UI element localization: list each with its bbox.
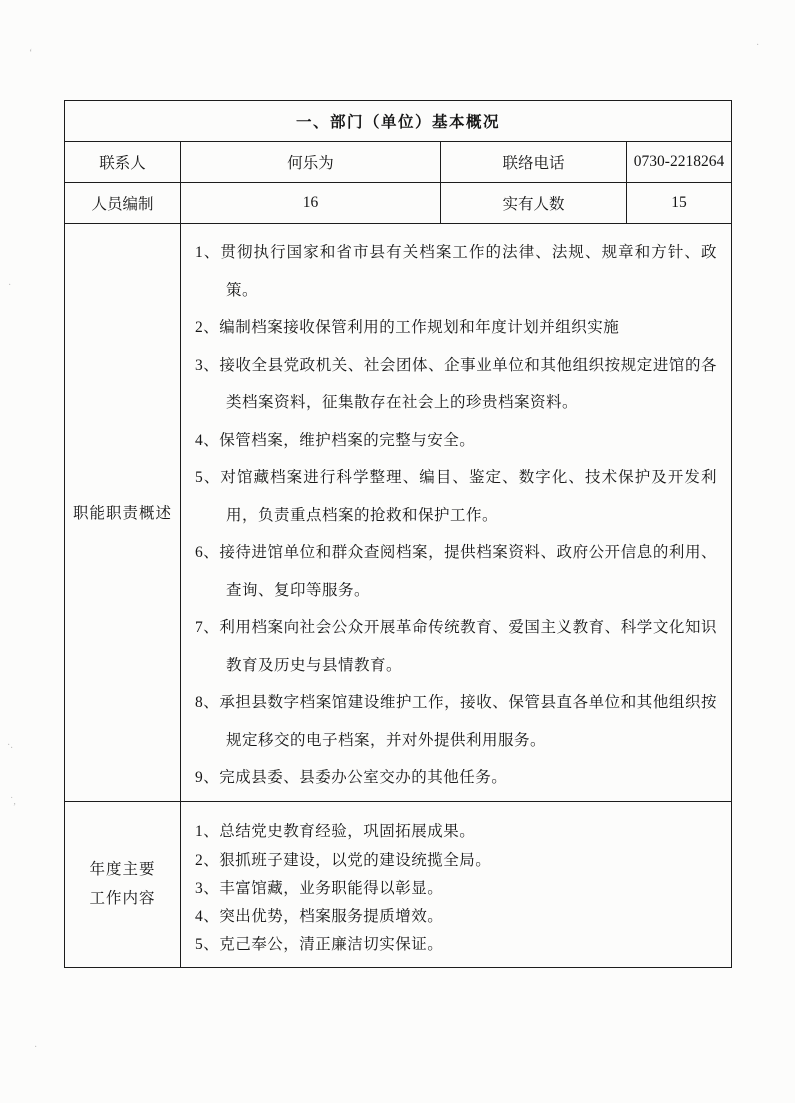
contact-value: 何乐为 <box>181 142 441 183</box>
duty-item: 4、保管档案，维护档案的完整与安全。 <box>195 431 476 449</box>
duty-item: 6、接待进馆单位和群众查阅档案，提供档案资料、政府公开信息的利用、查询、复印等服务。 <box>195 544 718 599</box>
phone-label: 联络电话 <box>441 142 627 183</box>
duties-row <box>65 224 732 802</box>
duty-item: 1、贯彻执行国家和省市县有关档案工作的法律、法规、规章和方针、政策。 <box>195 244 718 299</box>
contact-label: 联系人 <box>65 142 181 183</box>
annual-work-item: 3、丰富馆藏，业务职能得以彰显。 <box>195 879 444 897</box>
annual-work-item: 1、总结党史教育经验，巩固拓展成果。 <box>195 823 476 841</box>
basic-overview-table <box>64 100 732 968</box>
staffing-row <box>65 183 732 224</box>
annual-work-row <box>65 801 732 967</box>
duty-item: 3、接收全县党政机关、社会团体、企事业单位和其他组织按规定进馆的各类档案资料，征集散存在社会上的珍贵档案资料。 <box>195 356 718 411</box>
title-row <box>65 101 732 142</box>
duties-content <box>181 224 732 802</box>
duty-item: 8、承担县数字档案馆建设维护工作，接收、保管县直各单位和其他组织按规定移交的电子档案，并对外提供利用服务。 <box>195 694 718 749</box>
scan-artifact: · <box>34 1042 38 1053</box>
staffing-label: 人员编制 <box>65 183 181 224</box>
scan-artifact: · <box>756 40 760 51</box>
duty-item: 9、完成县委、县委办公室交办的其他任务。 <box>195 769 508 786</box>
annual-work-label-line2: 工作内容 <box>89 890 156 907</box>
annual-work-label <box>65 801 181 967</box>
actual-headcount-value: 15 <box>627 183 732 224</box>
phone-value: 0730-2218264 <box>627 142 732 183</box>
scan-artifact: · <box>8 280 12 291</box>
annual-work-item: 2、狠抓班子建设，以党的建设统揽全局。 <box>195 851 492 869</box>
duties-label: 职能职责概述 <box>65 224 181 802</box>
annual-work-content <box>181 801 732 967</box>
staffing-value: 16 <box>181 183 441 224</box>
contact-row <box>65 142 732 183</box>
duty-item: 5、对馆藏档案进行科学整理、编目、鉴定、数字化、技术保护及开发利用，负责重点档案的抢救和保护工作。 <box>195 469 718 524</box>
scan-artifact: ʻ <box>29 48 33 59</box>
scan-artifact: ˙, <box>10 796 16 807</box>
annual-work-label-line1: 年度主要 <box>89 860 156 878</box>
annual-work-item: 5、克己奉公，清正廉洁切实保证。 <box>195 936 444 954</box>
actual-headcount-label: 实有人数 <box>441 183 627 224</box>
duty-item: 2、编制档案接收保管利用的工作规划和年度计划并组织实施 <box>195 319 620 336</box>
page-title: 一、部门（单位）基本概况 <box>65 101 732 142</box>
duty-item: 7、利用档案向社会公众开展革命传统教育、爱国主义教育、科学文化知识教育及历史与县情教育。 <box>195 619 718 674</box>
scan-artifact: ·. <box>7 740 13 751</box>
annual-work-item: 4、突出优势，档案服务提质增效。 <box>195 908 444 926</box>
